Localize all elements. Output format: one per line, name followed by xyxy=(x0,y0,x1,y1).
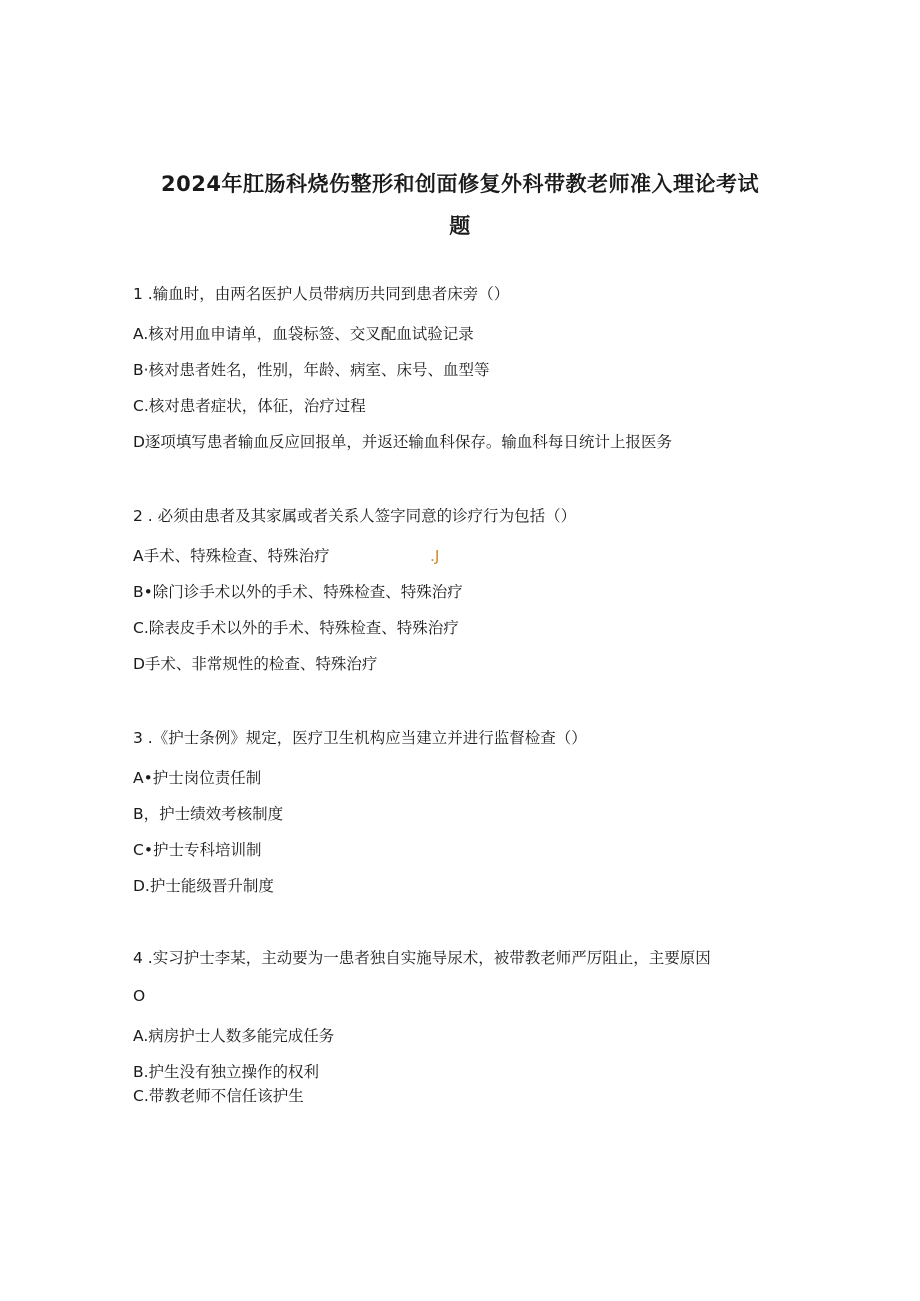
question-2-option-d: D手术、非常规性的检查、特殊治疗 xyxy=(133,655,378,673)
document-title: 2024年肛肠科烧伤整形和创面修复外科带教老师准入理论考试 xyxy=(161,172,759,196)
question-2-option-b: B•除门诊手术以外的手术、特殊检查、特殊治疗 xyxy=(133,583,463,601)
question-2-stem: 2 . 必须由患者及其家属或者关系人签字同意的诊疗行为包括（） xyxy=(133,507,577,525)
question-1-option-b: B·核对患者姓名，性别，年龄、病室、床号、血型等 xyxy=(133,361,490,379)
question-3-stem: 3 .《护士条例》规定，医疗卫生机构应当建立并进行监督检查（） xyxy=(133,729,587,747)
question-3-option-d: D.护士能级晋升制度 xyxy=(133,877,274,895)
question-1-option-a: A.核对用血申请单，血袋标签、交叉配血试验记录 xyxy=(133,325,474,343)
question-3-option-c: C•护士专科培训制 xyxy=(133,841,262,859)
question-2-option-c: C.除表皮手术以外的手术、特殊检查、特殊治疗 xyxy=(133,619,459,637)
question-1-stem: 1 .输血时，由两名医护人员带病历共同到患者床旁（） xyxy=(133,285,510,303)
question-1-option-c: C.核对患者症状，体征，治疗过程 xyxy=(133,397,366,415)
question-4-stem: 4 .实习护士李某，主动要为一患者独自实施导尿术，被带教老师严厉阻止，主要原因 xyxy=(133,949,711,967)
question-4-option-b: B.护生没有独立操作的权利 xyxy=(133,1063,320,1081)
question-4-option-a: A.病房护士人数多能完成任务 xyxy=(133,1027,335,1045)
question-4-stem-continued: O xyxy=(133,987,146,1005)
question-1-option-d: D逐项填写患者输血反应回报单，并返还输血科保存。输血科每日统计上报医务 xyxy=(133,433,672,451)
question-2-option-a: A手术、特殊检查、特殊治疗 xyxy=(133,547,330,565)
question-4-option-c: C.带教老师不信任该护生 xyxy=(133,1087,304,1105)
question-3-option-b: B，护士绩效考核制度 xyxy=(133,805,284,823)
question-2-handwritten-mark: .J xyxy=(430,547,440,565)
question-3-option-a: A•护士岗位责任制 xyxy=(133,769,262,787)
document-title-continued: 题 xyxy=(449,214,471,238)
